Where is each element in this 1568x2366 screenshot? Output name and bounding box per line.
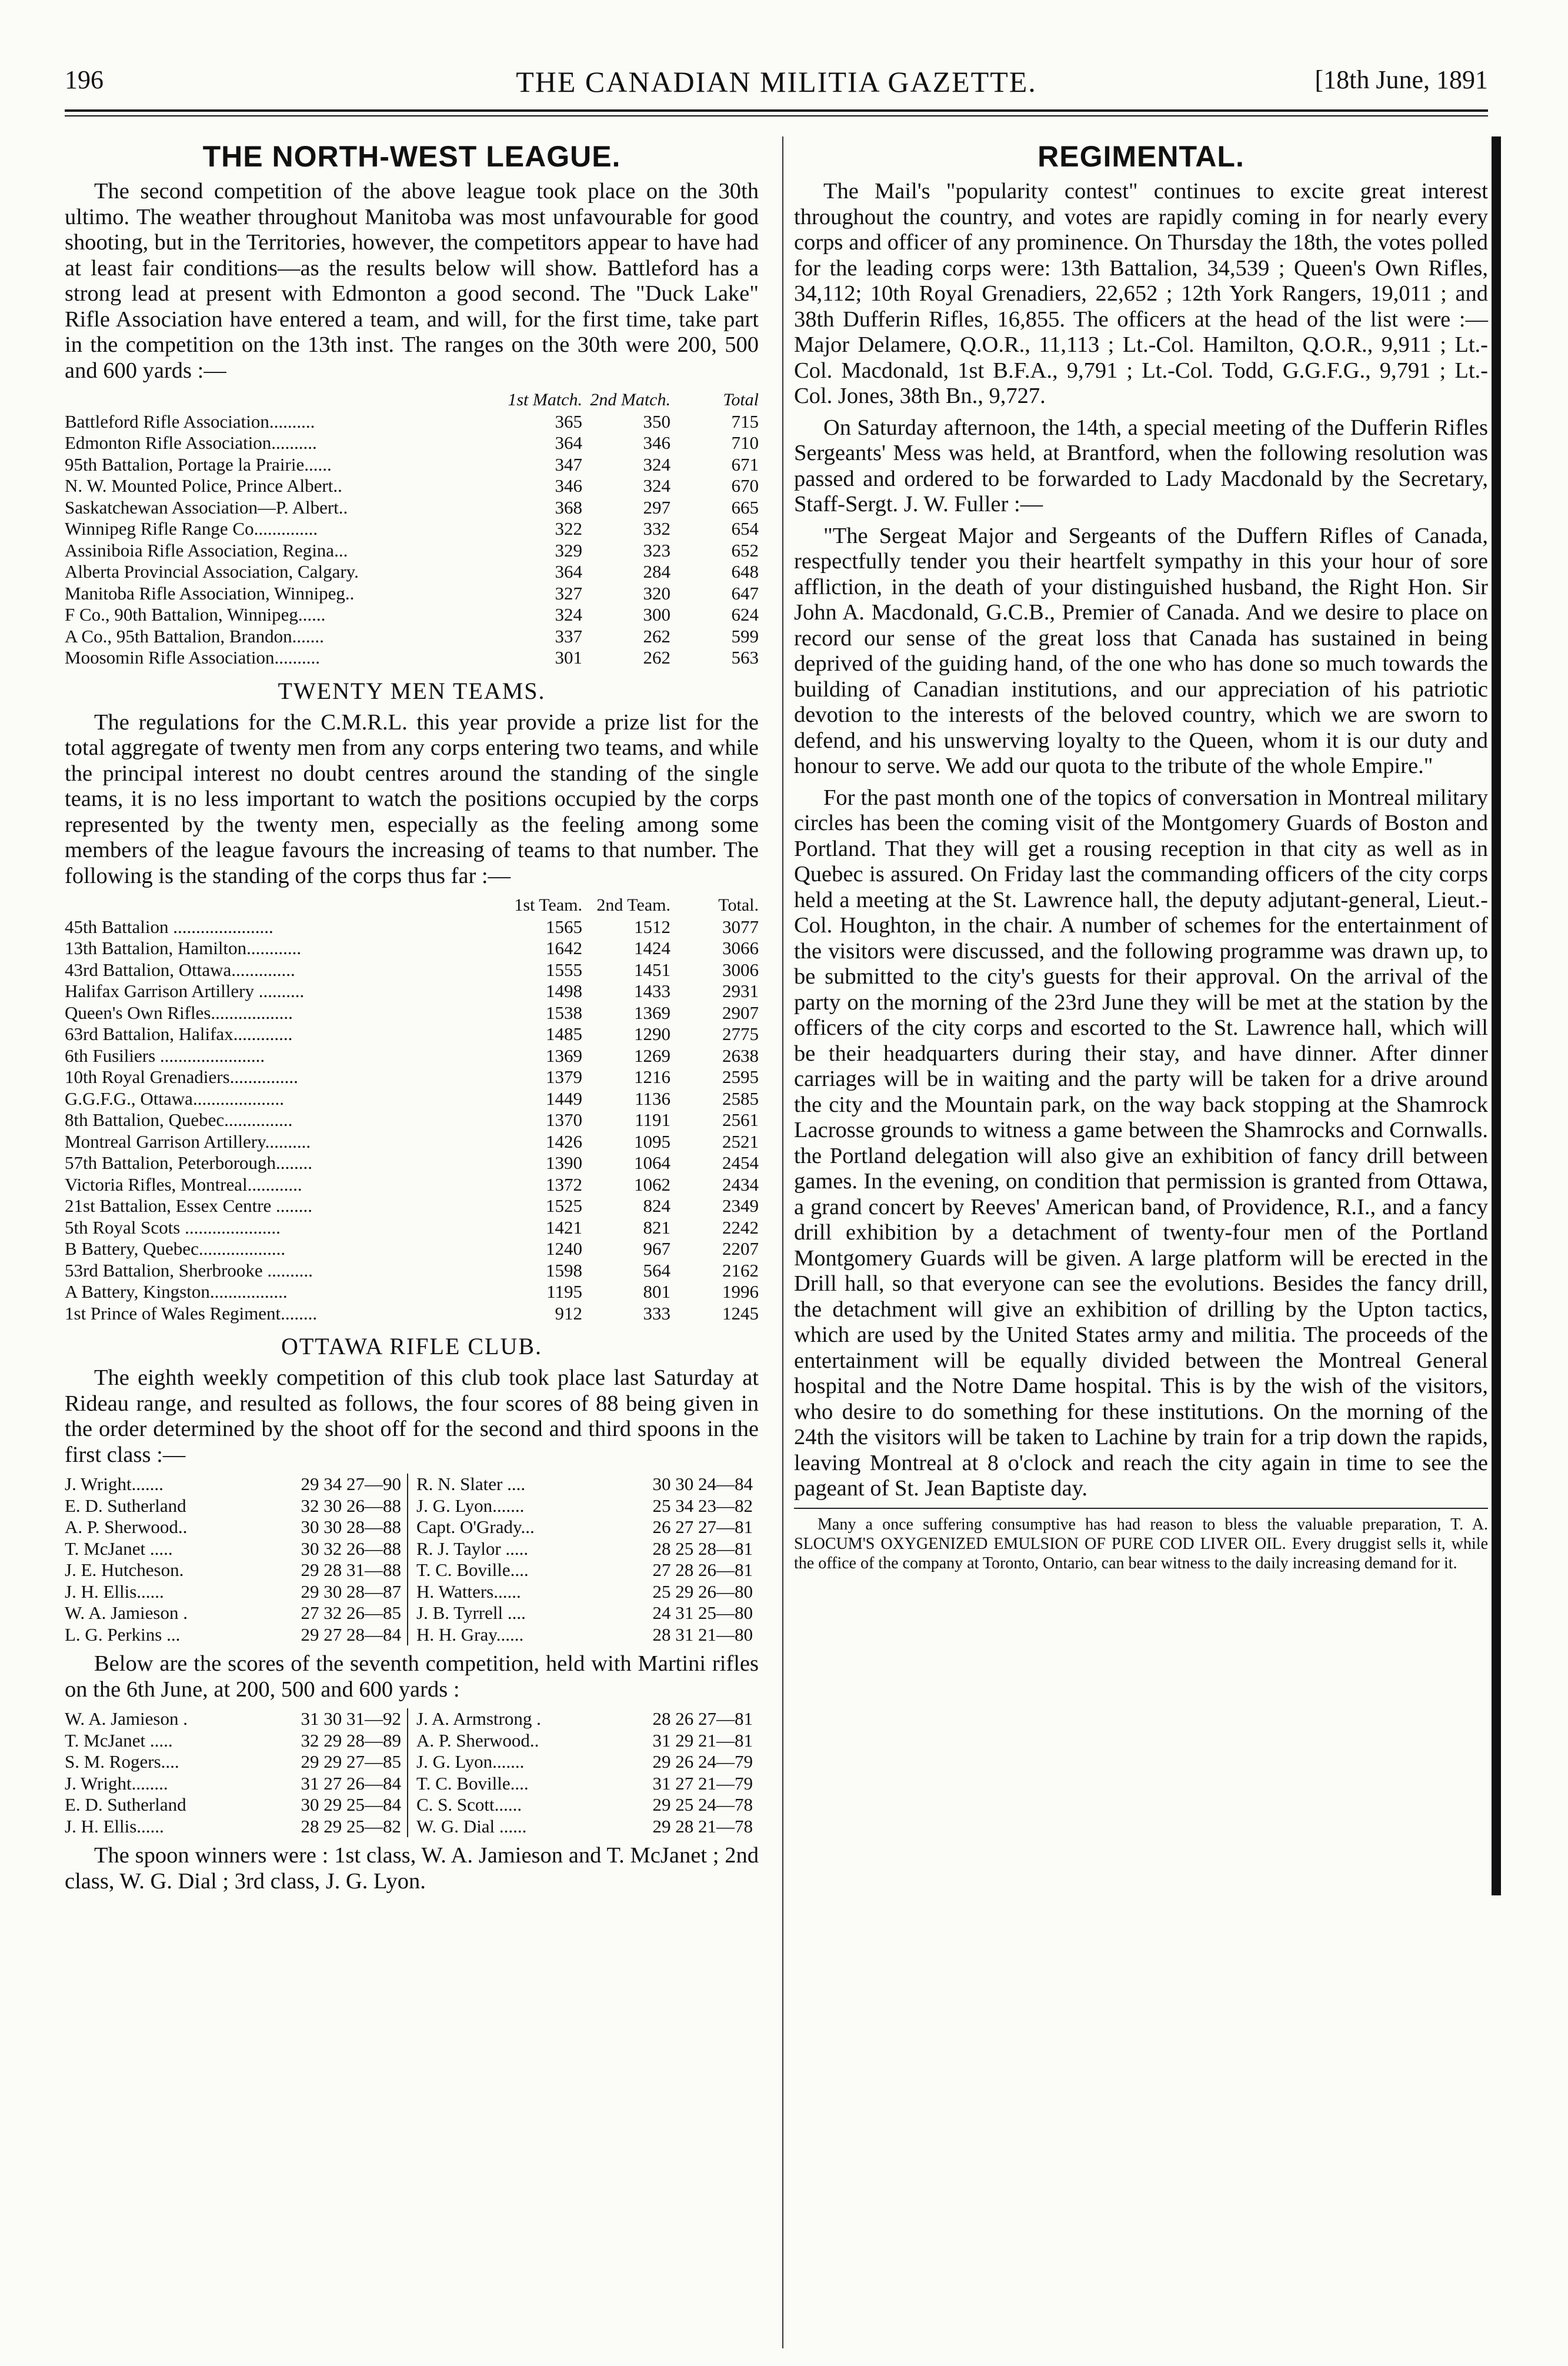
- match-score: 332: [643, 518, 670, 539]
- ottawa-text-1: The eighth weekly competition of this club took place last Saturday at Rideau range, and resulted as follows, the four scores of 88 being given in the order determined by the shoot off for the second and third spoons in the first class :—: [65, 1365, 759, 1467]
- match-score: 1191: [635, 1109, 670, 1130]
- match-score: 1426: [546, 1131, 582, 1152]
- match-score: 324: [643, 475, 670, 496]
- score-row: [65, 1559, 407, 1581]
- ottawa-heading: OTTAWA RIFLE CLUB.: [281, 1333, 543, 1359]
- shooter-score: 30 30 24—84: [652, 1474, 753, 1494]
- shooter-score: 30 32 26—88: [301, 1538, 401, 1559]
- match-score: 1216: [634, 1067, 670, 1087]
- shooter-name: A. P. Sherwood..: [65, 1517, 188, 1537]
- score-row: [65, 1730, 407, 1752]
- score-row: [416, 1559, 759, 1581]
- team-name: G.G.F.G., Ottawa....................: [65, 1088, 284, 1109]
- table-row: [65, 497, 759, 519]
- shooter-score: 29 30 28—87: [301, 1581, 401, 1602]
- shooter-name: W. A. Jamieson .: [65, 1708, 188, 1729]
- match-score: 1565: [546, 916, 582, 937]
- regimental-paragraph-4: For the past month one of the topics of conversation in Montreal military circles has been the coming visit of the Montgomery Guards of Boston and Portland. That they will get a rousing reception in that city as well as in Quebec is assured. On Friday last the commanding officers of the city corps held a meeting at the St. Lawrence hall, the deputy adjutant-general, Lieut.-Col. Houghton, in the chair. A number of schemes for the entertainment of the visitors were discussed, and the following programme was drawn up, to be submitted to the city's guests for their approval. On the arrival of the party on the morning of the 23rd June they will be met at the station by the officers of the city corps and escorted to the St. Lawrence hall, which will be their headquarters during their stay, and have dinner. After dinner carriages will be in waiting and the party will be taken for a drive around the city and the Mountain park, on the way back stopping at the Shamrock Lacrosse grounds to witness a game between the Shamrocks and Cornwalls. the Portland delegation will also give an exhibition of fancy drill between games. In the evening, on condition that permission is granted from Ottawa, a grand concert by Reeves' American band, of Providence, R.I., and a fancy drill exhibition by a detachment of twenty-four men of the Portland Montgomery Guards will be given. A large platform will be erected in the Drill hall, so that everyone can see the evolutions. Besides the fancy drill, the detachment will give an exhibition of drilling by the Upton tactics, which are used by the United States army and militia. The proceeds of the entertainment will be equally divided between the Montreal General hospital and the Notre Dame hospital. This is by the wish of the visitors, who desire to do something for these institutions. On the morning of the 24th the visitors will be taken to Lachine by train for a trip down the rapids, leaving Montreal at 8 o'clock and reach the city again in time to see the pageant of St. Jean Baptiste day.: [794, 785, 1488, 1501]
- match-score: 347: [555, 454, 582, 475]
- total-score: 654: [731, 518, 759, 539]
- twenty-men-teams-article: [65, 677, 759, 1325]
- table-row: [65, 981, 759, 1002]
- score-row: [416, 1708, 759, 1730]
- total-score: 671: [731, 454, 759, 475]
- score-row: [416, 1794, 759, 1816]
- table-row: [65, 1174, 759, 1196]
- score-row: [416, 1624, 759, 1646]
- match-score: 801: [643, 1281, 670, 1302]
- total-score: 624: [731, 604, 759, 625]
- tm-col-1: 1st Team.: [514, 895, 582, 915]
- match-score: 1290: [634, 1024, 670, 1044]
- total-score: 2585: [722, 1088, 759, 1109]
- total-score: 2595: [722, 1067, 759, 1087]
- shooter-name: J. B. Tyrrell ....: [416, 1602, 526, 1623]
- match-score: 324: [643, 454, 670, 475]
- score-row: [416, 1602, 759, 1624]
- match-score: 1512: [634, 916, 670, 937]
- margin-bar: [1492, 136, 1501, 1895]
- match-score: 1424: [634, 938, 670, 958]
- shooter-name: T. McJanet .....: [65, 1538, 173, 1559]
- shooter-score: 29 28 21—78: [652, 1815, 753, 1837]
- total-score: 3077: [722, 916, 759, 937]
- table-row: [65, 1002, 759, 1024]
- score-row: [65, 1773, 407, 1795]
- left-column: [65, 140, 759, 1900]
- shooter-score: 27 28 26—81: [652, 1559, 753, 1580]
- shooter-name: J. E. Hutcheson.: [65, 1559, 184, 1580]
- table-row: [65, 1024, 759, 1045]
- north-west-intro: The second competition of the above league took place on the 30th ultimo. The weather throughout Manitoba was most unfavourable for good shooting, but in the Territories, however, the competitors appear to have had at least fair conditions—as the results below will show. Battleford has a strong lead at present with Edmonton a good second. The "Duck Lake" Rifle Association have entered a team, and will, for the first time, take part in the competition on the 13th inst. The ranges on the 30th were 200, 500 and 600 yards :—: [65, 179, 759, 383]
- page-number: 196: [65, 65, 104, 94]
- score-row: [416, 1773, 759, 1795]
- match-score: 1433: [634, 981, 670, 1001]
- team-name: 63rd Battalion, Halifax.............: [65, 1024, 293, 1044]
- shooter-name: H. Watters......: [416, 1581, 521, 1602]
- match-score: 1369: [546, 1045, 582, 1066]
- match-score: 1642: [546, 938, 582, 958]
- total-score: 1996: [722, 1281, 759, 1302]
- shooter-name: W. G. Dial ......: [416, 1815, 527, 1837]
- team-name: B Battery, Quebec...................: [65, 1238, 286, 1259]
- match-score: 300: [643, 604, 670, 625]
- match-score: 1064: [634, 1152, 670, 1173]
- team-name: Queen's Own Rifles..................: [65, 1002, 293, 1023]
- twenty-men-standings-table: [65, 895, 759, 1324]
- total-score: 3066: [722, 938, 759, 958]
- shooter-score: 31 27 21—79: [652, 1772, 753, 1794]
- match-score: 1195: [546, 1281, 582, 1302]
- north-west-heading: THE NORTH-WEST LEAGUE.: [202, 140, 621, 173]
- table-row: [65, 1303, 759, 1325]
- match-score: 1062: [634, 1174, 670, 1195]
- header-rule: [65, 109, 1488, 112]
- match-score: 1379: [546, 1067, 582, 1087]
- shooter-score: 28 29 25—82: [301, 1815, 401, 1837]
- table-row: [65, 938, 759, 959]
- match-score: 364: [555, 561, 582, 582]
- match-score: 1136: [635, 1088, 670, 1109]
- table-row: [65, 1260, 759, 1282]
- shooter-name: J. H. Ellis......: [65, 1815, 164, 1837]
- advertisement-text: Many a once suffering consumptive has had reason to bless the valuable preparation, T. A. SLOCUM'S OXYGENIZED EMULSION OF PURE COD LIVER OIL. Every druggist sells it, while the office of the company at Toronto, Ontario, can bear witness to the daily increasing demand for it.: [794, 1515, 1488, 1572]
- north-west-league-article: [65, 140, 759, 669]
- table-row: [65, 432, 759, 454]
- score-row: [65, 1495, 407, 1517]
- team-name: 5th Royal Scots .....................: [65, 1217, 281, 1238]
- team-name: 6th Fusiliers .......................: [65, 1045, 265, 1066]
- team-name: Halifax Garrison Artillery ..........: [65, 981, 305, 1001]
- regimental-article: [794, 140, 1488, 1573]
- score-row: [65, 1474, 407, 1495]
- table-row: [65, 959, 759, 981]
- ottawa-text-2: Below are the scores of the seventh competition, held with Martini rifles on the 6th June, at 200, 500 and 600 yards :: [65, 1651, 759, 1702]
- shooter-score: 31 30 31—92: [301, 1708, 401, 1729]
- score-row: [416, 1495, 759, 1517]
- match-score: 1372: [546, 1174, 582, 1195]
- north-west-results-table: [65, 389, 759, 669]
- match-score: 324: [555, 604, 582, 625]
- table-row: [65, 583, 759, 605]
- shooter-name: A. P. Sherwood..: [416, 1729, 539, 1751]
- match-score: 912: [555, 1302, 582, 1324]
- shooter-name: L. G. Perkins ...: [65, 1624, 181, 1645]
- shooter-score: 29 27 28—84: [301, 1624, 401, 1645]
- shooter-score: 30 29 25—84: [301, 1794, 401, 1815]
- total-score: 599: [731, 625, 759, 647]
- total-score: 2454: [722, 1152, 759, 1173]
- table-row: [65, 411, 759, 433]
- table-row: [65, 1045, 759, 1067]
- shooter-score: 27 32 26—85: [301, 1602, 401, 1623]
- team-name: Moosomin Rifle Association..........: [65, 647, 320, 668]
- total-score: 2638: [722, 1045, 759, 1066]
- team-name: Winnipeg Rifle Range Co..............: [65, 518, 318, 539]
- team-name: Assiniboia Rifle Association, Regina...: [65, 539, 348, 561]
- score-row: [416, 1751, 759, 1773]
- team-name: 53rd Battalion, Sherbrooke ..........: [65, 1259, 313, 1281]
- shooter-score: 29 25 24—78: [652, 1794, 753, 1815]
- match-score: 368: [555, 496, 582, 518]
- table-row: [65, 626, 759, 648]
- regimental-paragraph-3: "The Sergeat Major and Sergeants of the Duffern Rifles of Canada, respectfully tender you their heartfelt sympathy in this your hour of sore affliction, in the death of your distinguished husband, the Right Hon. Sir John A. Macdonald, G.C.B., Premier of Canada. And we desire to place on record our sense of the great loss that Canada has sustained in being deprived of the guiding hand, of the one who has done so much towards the building of Canadian institutions, and our appreciation of his patriotic devotion to the interests of the beloved country, which we are sworn to defend, and his unswerving loyalty to the Queen, whom it is our duty and honour to serve. We add our quota to the tribute of the whole Empire.": [794, 523, 1488, 778]
- match-score: 346: [643, 432, 670, 453]
- shooter-name: J. Wright........: [65, 1772, 168, 1794]
- match-score: 1538: [546, 1002, 582, 1023]
- match-score: 1095: [634, 1131, 670, 1152]
- team-name: Manitoba Rifle Association, Winnipeg..: [65, 582, 355, 604]
- match-score: 1525: [546, 1195, 582, 1216]
- shooter-score: 28 25 28—81: [652, 1538, 753, 1559]
- match-score: 1390: [546, 1152, 582, 1173]
- match-score: 1369: [634, 1002, 670, 1023]
- team-name: A Co., 95th Battalion, Brandon.......: [65, 625, 324, 647]
- score-row: [416, 1517, 759, 1538]
- score-row: [65, 1624, 407, 1646]
- match-score: 1449: [546, 1088, 582, 1109]
- shooter-name: R. J. Taylor .....: [416, 1538, 529, 1559]
- table-row: [65, 604, 759, 626]
- team-name: Edmonton Rifle Association..........: [65, 432, 317, 453]
- total-score: 2242: [722, 1217, 759, 1238]
- match-score: 1555: [546, 959, 582, 980]
- team-name: Alberta Provincial Association, Calgary.: [65, 561, 359, 582]
- match-score: 346: [555, 475, 582, 496]
- match-score: 365: [555, 411, 582, 432]
- score-row: [65, 1602, 407, 1624]
- match-score: 564: [643, 1259, 670, 1281]
- match-score: 333: [643, 1302, 670, 1324]
- shooter-name: W. A. Jamieson .: [65, 1602, 188, 1623]
- table-row: [65, 1088, 759, 1110]
- shooter-name: C. S. Scott......: [416, 1794, 522, 1815]
- eighth-competition-scores: [65, 1474, 759, 1645]
- team-name: 45th Battalion ......................: [65, 916, 273, 937]
- match-score: 1451: [634, 959, 670, 980]
- total-score: 2775: [722, 1024, 759, 1044]
- total-score: 710: [731, 432, 759, 453]
- team-name: Montreal Garrison Artillery..........: [65, 1131, 311, 1152]
- shooter-name: Capt. O'Grady...: [416, 1517, 535, 1537]
- match-score: 323: [643, 539, 670, 561]
- score-row: [65, 1517, 407, 1538]
- shooter-name: E. D. Sutherland: [65, 1495, 186, 1516]
- shooter-score: 28 31 21—80: [652, 1624, 753, 1645]
- team-name: 43rd Battalion, Ottawa..............: [65, 959, 295, 980]
- shooter-name: T. C. Boville....: [416, 1772, 529, 1794]
- total-score: 2162: [722, 1259, 759, 1281]
- score-row: [65, 1581, 407, 1603]
- score-row: [416, 1730, 759, 1752]
- twenty-men-text: The regulations for the C.M.R.L. this year provide a prize list for the total aggregate of twenty men from any corps entering two teams, and while the principal interest no doubt centres around the standing of the single teams, it is no less important to watch the positions occupied by the corps represented by the twenty men, especially as the feeling among some members of the league favours the increasing of teams to that number. The following is the standing of the corps thus far :—: [65, 709, 759, 888]
- score-row: [65, 1708, 407, 1730]
- score-row: [65, 1794, 407, 1816]
- page-header: [65, 65, 1488, 112]
- shooter-name: J. H. Ellis......: [65, 1581, 164, 1602]
- nw-col-3: Total: [723, 390, 759, 409]
- twenty-men-heading: TWENTY MEN TEAMS.: [278, 677, 546, 704]
- match-score: 1240: [546, 1238, 582, 1259]
- shooter-score: 26 27 27—81: [652, 1517, 753, 1537]
- shooter-name: J. A. Armstrong .: [416, 1708, 541, 1729]
- team-name: 95th Battalion, Portage la Prairie......: [65, 454, 332, 475]
- table-row: [65, 1217, 759, 1239]
- seventh-competition-scores: [65, 1708, 759, 1837]
- table-row: [65, 454, 759, 476]
- total-score: 652: [731, 539, 759, 561]
- shooter-score: 32 29 28—89: [301, 1729, 401, 1751]
- team-name: Victoria Rifles, Montreal............: [65, 1174, 302, 1195]
- team-name: 10th Royal Grenadiers...............: [65, 1067, 298, 1087]
- shooter-name: J. Wright.......: [65, 1474, 164, 1494]
- advertisement: [794, 1508, 1488, 1573]
- match-score: 350: [643, 411, 670, 432]
- total-score: 2931: [722, 981, 759, 1001]
- team-name: 57th Battalion, Peterborough........: [65, 1152, 313, 1173]
- tm-col-2: 2nd Team.: [596, 895, 670, 915]
- match-score: 1421: [546, 1217, 582, 1238]
- shooter-name: E. D. Sutherland: [65, 1794, 186, 1815]
- match-score: 329: [555, 539, 582, 561]
- shooter-score: 31 29 21—81: [652, 1729, 753, 1751]
- match-score: 1498: [546, 981, 582, 1001]
- shooter-score: 29 28 31—88: [301, 1559, 401, 1580]
- total-score: 2521: [722, 1131, 759, 1152]
- score-row: [65, 1816, 407, 1838]
- match-score: 284: [643, 561, 670, 582]
- shooter-score: 24 31 25—80: [652, 1602, 753, 1623]
- score-row: [416, 1538, 759, 1560]
- team-name: 13th Battalion, Hamilton............: [65, 938, 302, 958]
- match-score: 821: [643, 1217, 670, 1238]
- shooter-score: 25 34 23—82: [652, 1495, 753, 1516]
- match-score: 297: [643, 496, 670, 518]
- shooter-score: 25 29 26—80: [652, 1581, 753, 1602]
- column-divider: [782, 136, 783, 2348]
- match-score: 364: [555, 432, 582, 453]
- match-score: 327: [555, 582, 582, 604]
- nw-col-2: 2nd Match.: [590, 390, 670, 409]
- total-score: 648: [731, 561, 759, 582]
- score-row: [416, 1816, 759, 1838]
- team-name: 1st Prince of Wales Regiment........: [65, 1302, 318, 1324]
- table-row: [65, 1152, 759, 1174]
- team-name: 8th Battalion, Quebec...............: [65, 1109, 293, 1130]
- match-score: 262: [643, 647, 670, 668]
- total-score: 1245: [722, 1302, 759, 1324]
- team-name: Battleford Rifle Association..........: [65, 411, 315, 432]
- score-row: [65, 1538, 407, 1560]
- table-row: [65, 917, 759, 938]
- shooter-name: T. C. Boville....: [416, 1559, 529, 1580]
- publication-title: THE CANADIAN MILITIA GAZETTE.: [516, 65, 1037, 98]
- shooter-name: R. N. Slater ....: [416, 1474, 526, 1494]
- total-score: 2561: [722, 1109, 759, 1130]
- team-name: Saskatchewan Association—P. Albert..: [65, 496, 348, 518]
- ottawa-rifle-club-article: [65, 1332, 759, 1894]
- total-score: 665: [731, 496, 759, 518]
- shooter-name: J. G. Lyon.......: [416, 1495, 525, 1516]
- nw-col-1: 1st Match.: [508, 390, 582, 409]
- match-score: 1370: [546, 1109, 582, 1130]
- total-score: 563: [731, 647, 759, 668]
- table-row: [65, 561, 759, 583]
- table-row: [65, 1131, 759, 1153]
- shooter-score: 28 26 27—81: [652, 1708, 753, 1729]
- match-score: 320: [643, 582, 670, 604]
- shooter-score: 29 26 24—79: [652, 1751, 753, 1772]
- right-column: [794, 140, 1488, 1579]
- shooter-score: 31 27 26—84: [301, 1772, 401, 1794]
- total-score: 2349: [722, 1195, 759, 1216]
- table-row: [65, 540, 759, 562]
- regimental-heading: REGIMENTAL.: [1037, 140, 1245, 173]
- table-row: [65, 1238, 759, 1260]
- table-row: [65, 647, 759, 669]
- shooter-name: T. McJanet .....: [65, 1729, 173, 1751]
- score-row: [65, 1751, 407, 1773]
- shooter-score: 30 30 28—88: [301, 1517, 401, 1537]
- shooter-score: 32 30 26—88: [301, 1495, 401, 1516]
- team-name: F Co., 90th Battalion, Winnipeg......: [65, 604, 326, 625]
- total-score: 670: [731, 475, 759, 496]
- total-score: 2907: [722, 1002, 759, 1023]
- ottawa-text-3: The spoon winners were : 1st class, W. A. Jamieson and T. McJanet ; 2nd class, W. G. Dial ; 3rd class, J. G. Lyon.: [65, 1843, 759, 1894]
- header-rule-thin: [65, 115, 1488, 116]
- shooter-name: S. M. Rogers....: [65, 1751, 179, 1772]
- regimental-paragraph-2: On Saturday afternoon, the 14th, a special meeting of the Dufferin Rifles Sergeants' Mess was held, at Brantford, when the following resolution was passed and ordered to be forwarded to Lady Macdonald by the Secretary, Staff-Sergt. J. W. Fuller :—: [794, 415, 1488, 516]
- table-row: [65, 1281, 759, 1303]
- shooter-score: 29 29 27—85: [301, 1751, 401, 1772]
- total-score: 2434: [722, 1174, 759, 1195]
- regimental-paragraph-1: The Mail's "popularity contest" continues to excite great interest throughout the country, and votes are rapidly coming in for nearly every corps and officer of any prominence. On Thursday the 18th, the votes polled for the leading corps were: 13th Battalion, 34,539 ; Queen's Own Rifles, 34,112; 10th Royal Grenadiers, 22,652 ; 12th York Rangers, 19,011 ; and 38th Dufferin Rifles, 16,855. The officers at the head of the list were :—Major Delamere, Q.O.R., 11,113 ; Lt.-Col. Hamilton, Q.O.R., 9,911 ; Lt.-Col. Macdonald, 1st B.F.A., 9,791 ; Lt.-Col. Todd, G.G.F.G., 9,791 ; Lt.-Col. Jones, 38th Bn., 9,727.: [794, 179, 1488, 408]
- match-score: 824: [643, 1195, 670, 1216]
- team-name: A Battery, Kingston.................: [65, 1281, 288, 1302]
- total-score: 2207: [722, 1238, 759, 1259]
- match-score: 1269: [634, 1045, 670, 1066]
- match-score: 337: [555, 625, 582, 647]
- shooter-name: H. H. Gray......: [416, 1624, 524, 1645]
- match-score: 301: [555, 647, 582, 668]
- match-score: 1485: [546, 1024, 582, 1044]
- match-score: 322: [555, 518, 582, 539]
- table-row: [65, 518, 759, 540]
- match-score: 262: [643, 625, 670, 647]
- match-score: 967: [643, 1238, 670, 1259]
- shooter-name: J. G. Lyon.......: [416, 1751, 525, 1772]
- issue-date: [18th June, 1891: [1315, 65, 1488, 94]
- table-row: [65, 1067, 759, 1088]
- tm-col-3: Total.: [718, 895, 759, 915]
- score-row: [416, 1474, 759, 1495]
- total-score: 647: [731, 582, 759, 604]
- table-row: [65, 475, 759, 497]
- total-score: 3006: [722, 959, 759, 980]
- shooter-score: 29 34 27—90: [301, 1474, 401, 1494]
- team-name: 21st Battalion, Essex Centre ........: [65, 1195, 313, 1216]
- team-name: N. W. Mounted Police, Prince Albert..: [65, 475, 342, 496]
- total-score: 715: [731, 411, 759, 432]
- table-row: [65, 1195, 759, 1217]
- table-row: [65, 1109, 759, 1131]
- score-row: [416, 1581, 759, 1603]
- match-score: 1598: [546, 1259, 582, 1281]
